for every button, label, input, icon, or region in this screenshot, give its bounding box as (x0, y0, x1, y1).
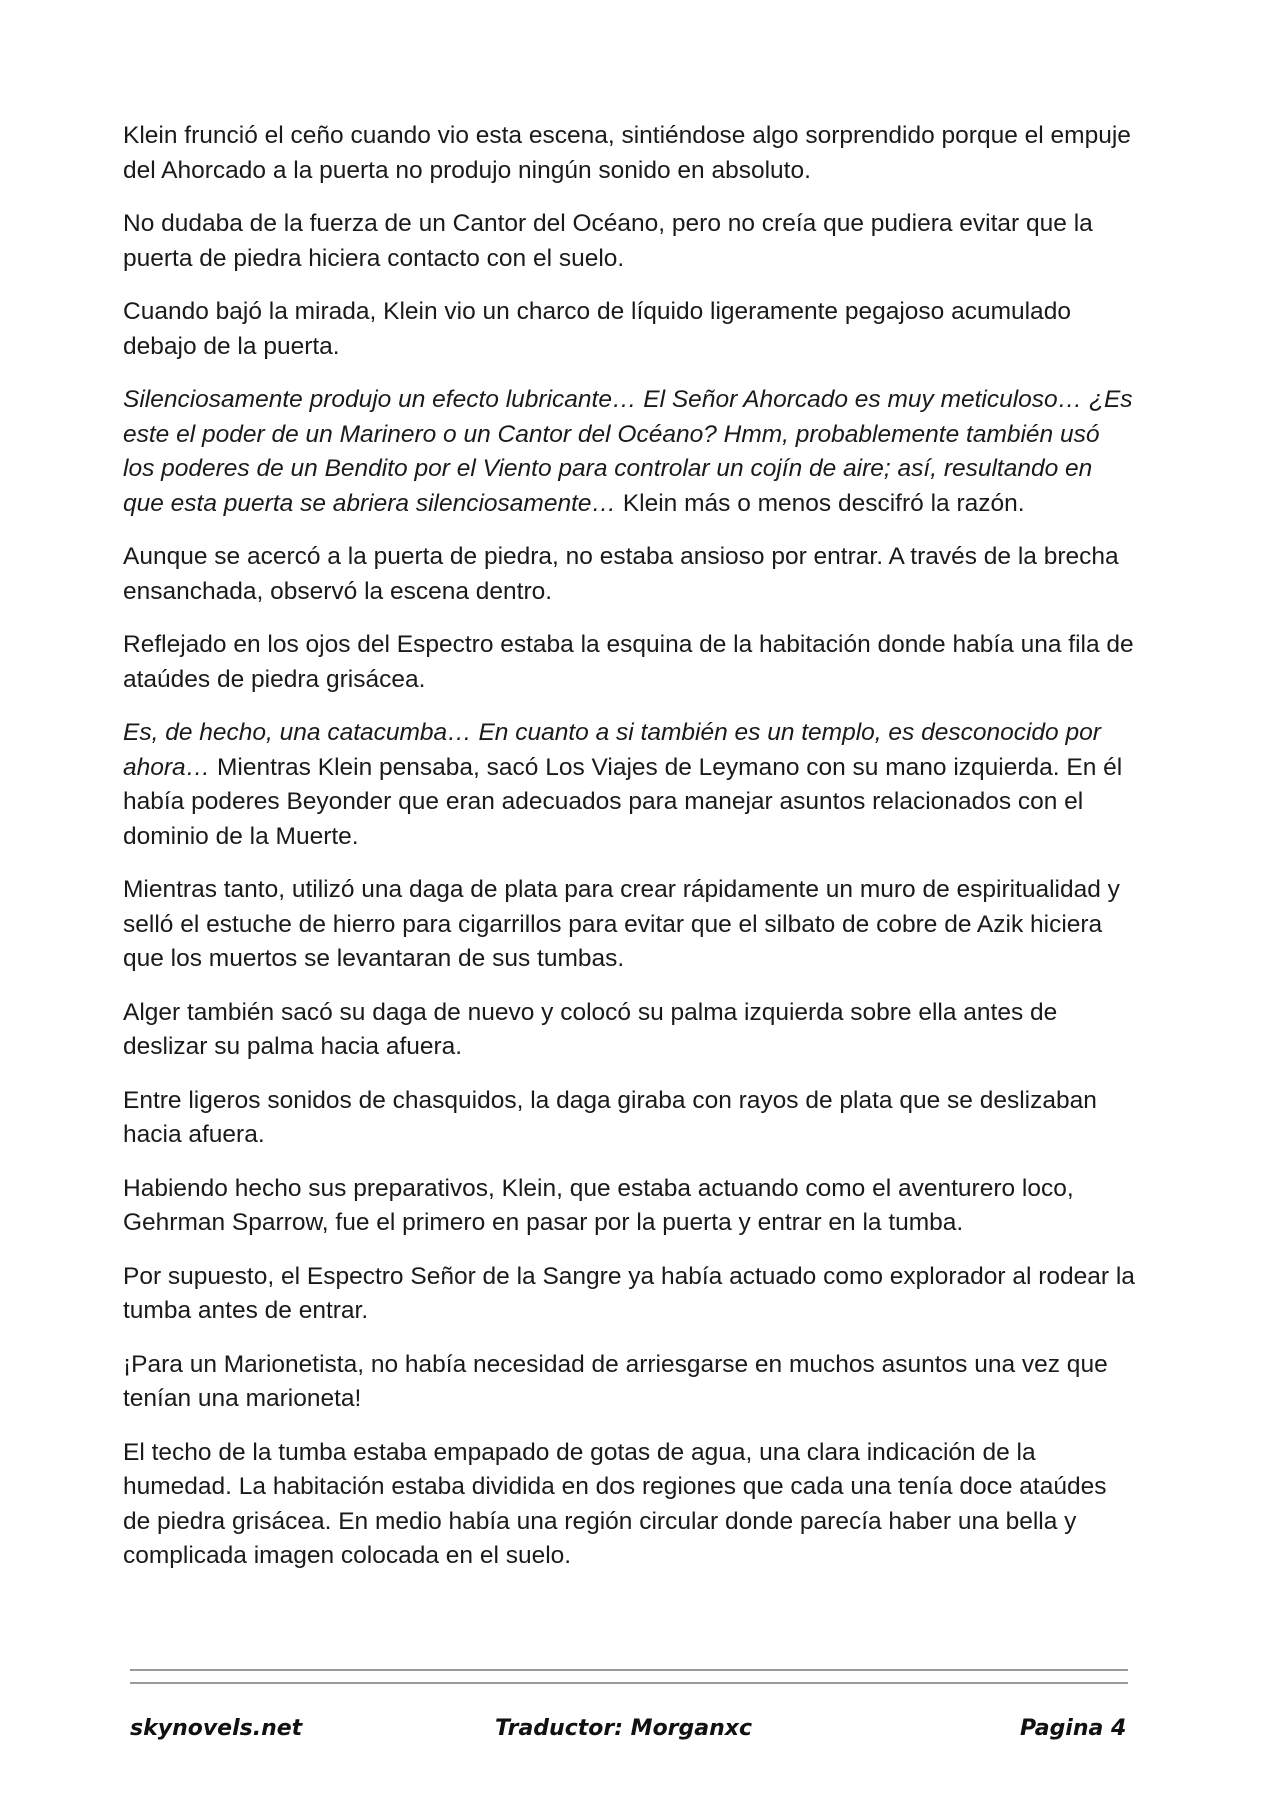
footer-divider-top (130, 1669, 1128, 1671)
paragraph-6 (123, 628, 1135, 697)
paragraph-5 (123, 540, 1135, 609)
paragraph-11 (123, 1172, 1135, 1241)
paragraph-9 (123, 996, 1135, 1065)
paragraph-text: Entre ligeros sonidos de chasquidos, la daga giraba con rayos de plata que se deslizaban hacia afuera. (123, 1086, 1097, 1148)
paragraph-text: Aunque se acercó a la puerta de piedra, no estaba ansioso por entrar. A través de la brecha ensanchada, observó la escena dentro. (123, 543, 1119, 605)
paragraph-2 (123, 207, 1135, 276)
paragraph-8 (123, 873, 1135, 977)
paragraph-1 (123, 119, 1135, 188)
paragraph-text: Klein frunció el ceño cuando vio esta escena, sintiéndose algo sorprendido porque el empuje del Ahorcado a la puerta no produjo ningún sonido en absoluto. (123, 122, 1131, 184)
paragraph-12 (123, 1260, 1135, 1329)
paragraph-text: Habiendo hecho sus preparativos, Klein, que estaba actuando como el aventurero loco, Gehrman Sparrow, fue el primero en pasar por la puerta y entrar en la tumba. (123, 1174, 1074, 1236)
paragraph-text: Mientras tanto, utilizó una daga de plata para crear rápidamente un muro de espiritualidad y selló el estuche de hierro para cigarrillos para evitar que el silbato de cobre de Azik hiciera que los muertos se levantaran de sus tumbas. (123, 876, 1120, 972)
paragraph-7 (123, 716, 1135, 854)
paragraph-text: Cuando bajó la mirada, Klein vio un charco de líquido ligeramente pegajoso acumulado debajo de la puerta. (123, 298, 1071, 360)
footer-translator: Traductor: Morganxc (495, 1716, 753, 1741)
paragraph-14 (123, 1436, 1135, 1574)
footer-divider-bottom (130, 1682, 1128, 1684)
paragraph-text: Mientras Klein pensaba, sacó Los Viajes de Leymano con su mano izquierda. En él había poderes Beyonder que eran adecuados para manejar asuntos relacionados con el dominio de la Muerte. (123, 753, 1123, 850)
paragraph-4 (123, 383, 1135, 521)
paragraph-text: ¡Para un Marionetista, no había necesidad de arriesgarse en muchos asuntos una vez que tenían una marioneta! (123, 1350, 1108, 1412)
paragraph-3 (123, 295, 1135, 364)
footer-page-number: Pagina 4 (1020, 1716, 1127, 1741)
paragraph-text: Alger también sacó su daga de nuevo y colocó su palma izquierda sobre ella antes de deslizar su palma hacia afuera. (123, 998, 1058, 1060)
paragraph-text: No dudaba de la fuerza de un Cantor del Océano, pero no creía que pudiera evitar que la puerta de piedra hiciera contacto con el suelo. (123, 210, 1093, 272)
paragraph-text: Klein más o menos descifró la razón. (616, 489, 1025, 517)
paragraph-10 (123, 1084, 1135, 1153)
paragraph-text: Reflejado en los ojos del Espectro estaba la esquina de la habitación donde había una fila de ataúdes de piedra grisácea. (123, 631, 1134, 693)
paragraph-13 (123, 1348, 1135, 1417)
paragraph-text: El techo de la tumba estaba empapado de gotas de agua, una clara indicación de la humedad. La habitación estaba dividida en dos regiones que cada una tenía doce ataúdes de piedra grisácea. En medio había una región circular donde parecía haber una bella y complicada imagen colocada en el suelo. (123, 1438, 1107, 1569)
paragraph-italic-text: Es, de hecho, una catacumba… En cuanto a si también es un templo, es desconocido por ahora… (123, 719, 1101, 781)
paragraph-italic-text: Silenciosamente produjo un efecto lubricante… El Señor Ahorcado es muy meticuloso… ¿Es este el poder de un Marinero o un Cantor del Océano? Hmm, probablemente también usó los poderes de un Bendito por el Viento para controlar un cojín de aire; así, resultando en que esta puerta se abriera silenciosamente… (123, 386, 1133, 517)
footer-site: skynovels.net (130, 1716, 303, 1741)
paragraph-text: Por supuesto, el Espectro Señor de la Sangre ya había actuado como explorador al rodear la tumba antes de entrar. (123, 1262, 1135, 1324)
document-body (123, 119, 1135, 1593)
